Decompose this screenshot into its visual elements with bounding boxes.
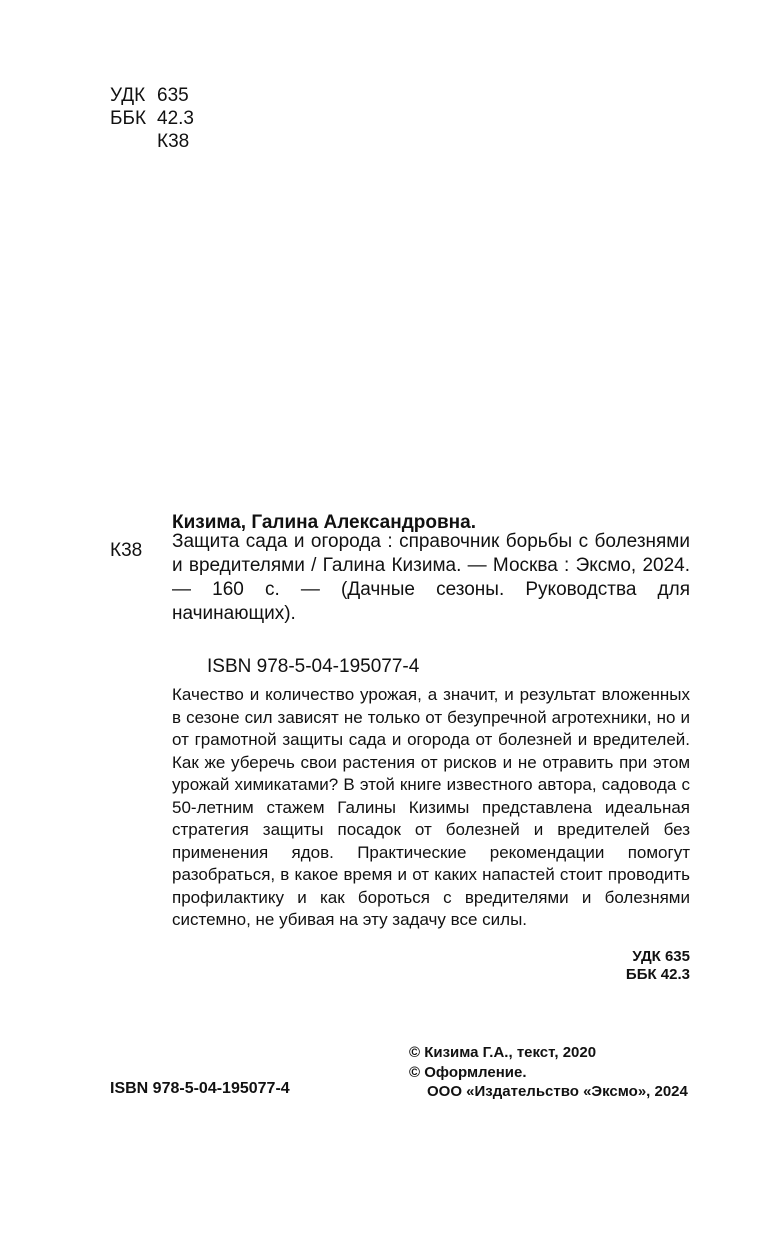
author-mark: К38: [157, 131, 190, 152]
bbk-line: [110, 107, 194, 130]
side-author-mark: К38: [110, 540, 143, 561]
footer-udk: УДК 635: [632, 948, 690, 965]
copyright-text: © Кизима Г.А., текст, 2020: [409, 1044, 597, 1061]
author-mark-line: [110, 130, 189, 153]
udk-value: 635: [157, 85, 189, 106]
copyright-design-label: © Оформление.: [409, 1064, 527, 1081]
copyright-design-holder: ООО «Издательство «Эксмо», 2024: [427, 1083, 688, 1100]
isbn-footer: ISBN 978-5-04-195077-4: [110, 1080, 290, 1097]
author-name: Кизима, Галина Александровна.: [172, 512, 476, 533]
bbk-value: 42.3: [157, 108, 194, 129]
udk-line: [110, 84, 189, 107]
annotation-text: Качество и количество урожая, а значит, и результат вложенных в сезоне сил зависят не только от безупречной агротехники, но и от грамотной защиты сада и огорода от болезней и вредителей. Как же уберечь свои растения от рисков и не отравить при этом урожай химикатами? В этой книге известного автора, садовода с 50-летним стажем Галины Кизимы представлена идеальная стратегия защиты посадок от болезней и вредителей без применения ядов. Практические рекомендации помогут разобраться, в какое время и от каких напастей стоит проводить профилактику и как бороться с вредителями и болезнями системно, не убивая на эту задачу все силы.: [172, 685, 690, 929]
footer-bbk: ББК 42.3: [625, 966, 690, 983]
bbk-label: ББК: [110, 108, 147, 129]
udk-label: УДК: [110, 85, 146, 106]
isbn-main: ISBN 978-5-04-195077-4: [207, 656, 420, 677]
bibliographic-description: Защита сада и огорода : справочник борьбы с болезнями и вредителями / Галина Кизима. — Москва : Эксмо, 2024. — 160 с. — (Дачные сезоны. Руководства для начинающих).: [172, 531, 690, 624]
